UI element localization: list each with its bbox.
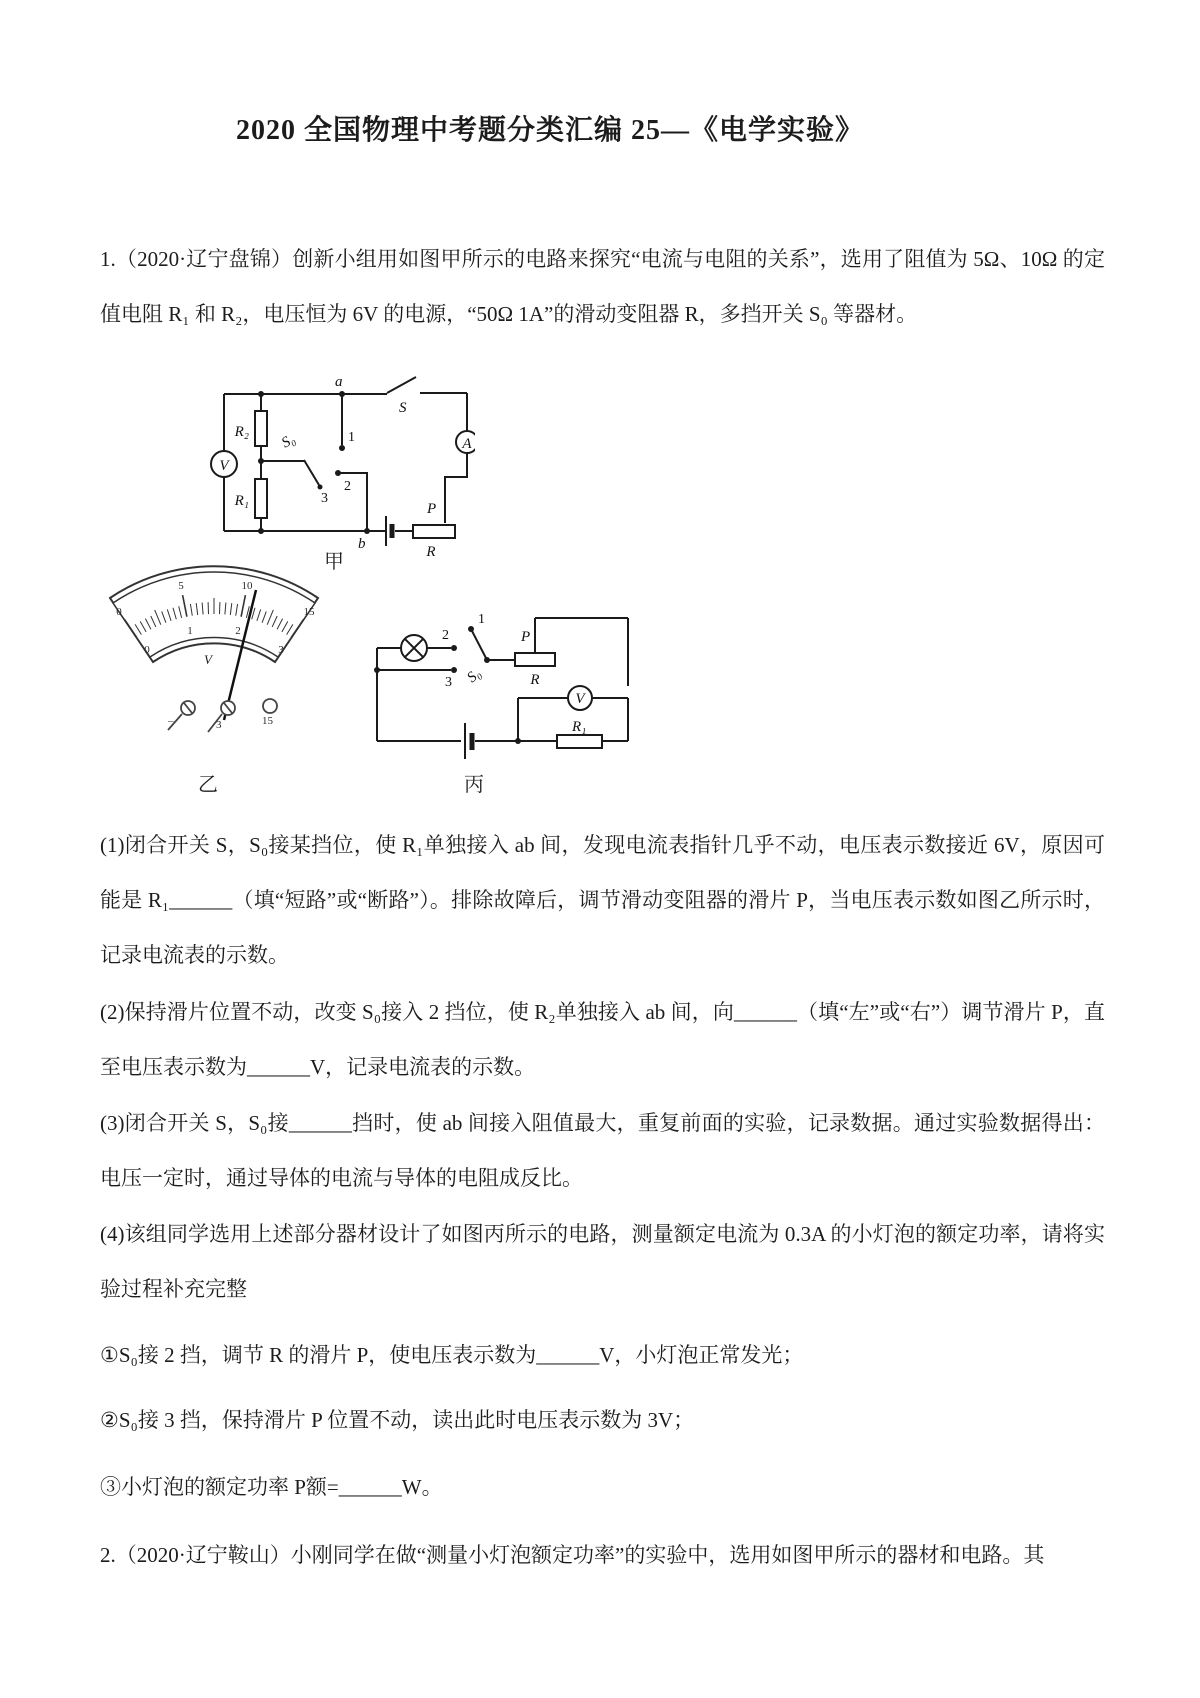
resistor-r1-label: R₁ bbox=[234, 493, 249, 509]
question1-part4: (4)该组同学选用上述部分器材设计了如图丙所示的电路，测量额定电流为 0.3A 的小灯泡的额定功率，请将实验过程补充完整 bbox=[100, 1222, 1105, 1301]
resistor-r2-label: R₂ bbox=[234, 424, 249, 440]
caption-yi: 乙 bbox=[198, 774, 218, 796]
switch-s-label: S bbox=[399, 400, 407, 416]
question1-part3: (3)闭合开关 S，S₀接______挡时，使 ab 间接入阻值最大，重复前面的实验，记录数据。通过实验数据得出：电压一定时，通过导体的电流与导体的电阻成反比。 bbox=[100, 1111, 1105, 1190]
contact-3-label: 3 bbox=[445, 675, 452, 690]
slider-p-label: P bbox=[521, 629, 531, 645]
circuit-diagram-bing bbox=[338, 583, 638, 763]
terminal-neg-label: – bbox=[168, 715, 174, 727]
circuit-wires bbox=[377, 618, 628, 759]
rheostat-r-label: R bbox=[530, 672, 540, 688]
voltmeter-yi bbox=[106, 552, 326, 738]
outer-scale-15: 15 bbox=[303, 606, 315, 618]
question1-step3: ③小灯泡的额定功率 P额=______W。 bbox=[100, 1475, 443, 1499]
outer-scale-0: 0 bbox=[116, 606, 122, 618]
question1-part1: (1)闭合开关 S，S₀接某挡位，使 R₁单独接入 ab 间，发现电流表指针几乎不动，电压表示数接近 6V，原因可能是 R₁______（填“短路”或“断路”）。排除故障后，调节滑动变阻器的滑片 P，当电压表示数如图乙所示时，记录电流表的示数。 bbox=[100, 833, 1105, 967]
inner-scale-3: 3 bbox=[278, 644, 284, 656]
meter-body bbox=[110, 566, 318, 662]
outer-scale-5: 5 bbox=[178, 580, 184, 592]
question2-intro: 2.（2020·辽宁鞍山）小刚同学在做“测量小灯泡额定功率”的实验中，选用如图甲所示的器材和电路。其 bbox=[100, 1543, 1045, 1567]
meter-unit-label: V bbox=[204, 652, 212, 667]
page-title: 2020 全国物理中考题分类汇编 25—《电学实验》 bbox=[235, 115, 864, 146]
node-b-label: b bbox=[358, 536, 366, 552]
contact-2-label: 2 bbox=[442, 628, 449, 643]
voltmeter-label: V bbox=[219, 458, 229, 474]
question1-part2: (2)保持滑片位置不动，改变 S₀接入 2 挡位，使 R₂单独接入 ab 间，向______（填“左”或“右”）调节滑片 P，直至电压表示数为______V，记录电流表的示数。 bbox=[100, 1000, 1105, 1079]
slider-p-label: P bbox=[427, 501, 437, 517]
outer-scale-10: 10 bbox=[241, 580, 253, 592]
node-a-label: a bbox=[335, 374, 343, 390]
multi-switch-s0-label: S₀ bbox=[464, 665, 485, 687]
question1-step1: ①S₀接 2 挡，调节 R 的滑片 P，使电压表示数为______V，小灯泡正常发光； bbox=[100, 1343, 804, 1367]
terminal-3-label: 3 bbox=[216, 719, 222, 731]
circuit-junction-dots bbox=[258, 391, 370, 534]
contact-1-label: 1 bbox=[478, 612, 485, 627]
meter-terminals bbox=[168, 699, 277, 732]
multi-switch-s0-label: S₀ bbox=[279, 431, 299, 452]
inner-scale-1: 1 bbox=[187, 625, 193, 637]
inner-scale-0: 0 bbox=[144, 644, 150, 656]
circuit-wires bbox=[211, 377, 475, 546]
rheostat-r-label: R bbox=[426, 544, 436, 560]
caption-bing: 丙 bbox=[464, 774, 484, 796]
caption-jia: 甲 bbox=[324, 551, 344, 573]
contact-1-label: 1 bbox=[348, 430, 355, 445]
question1-intro: 1.（2020·辽宁盘锦）创新小组用如图甲所示的电路来探究“电流与电阻的关系”，选用了阻值为 5Ω、10Ω 的定值电阻 R₁ 和 R₂，电压恒为 6V 的电源，“50Ω 1A”的滑动变阻器 R，多挡开关 S₀ 等器材。 bbox=[100, 247, 1105, 326]
inner-scale-2: 2 bbox=[235, 625, 241, 637]
terminal-15-label: 15 bbox=[262, 715, 273, 727]
circuit-diagram-jia bbox=[185, 338, 475, 563]
contact-3-label: 3 bbox=[321, 491, 328, 506]
ammeter-label: A bbox=[462, 436, 472, 452]
voltmeter-label: V bbox=[575, 691, 585, 707]
contact-2-label: 2 bbox=[344, 479, 351, 494]
question1-step2: ②S₀接 3 挡，保持滑片 P 位置不动，读出此时电压表示数为 3V； bbox=[100, 1408, 695, 1432]
resistor-r1-label: R₁ bbox=[572, 719, 587, 735]
